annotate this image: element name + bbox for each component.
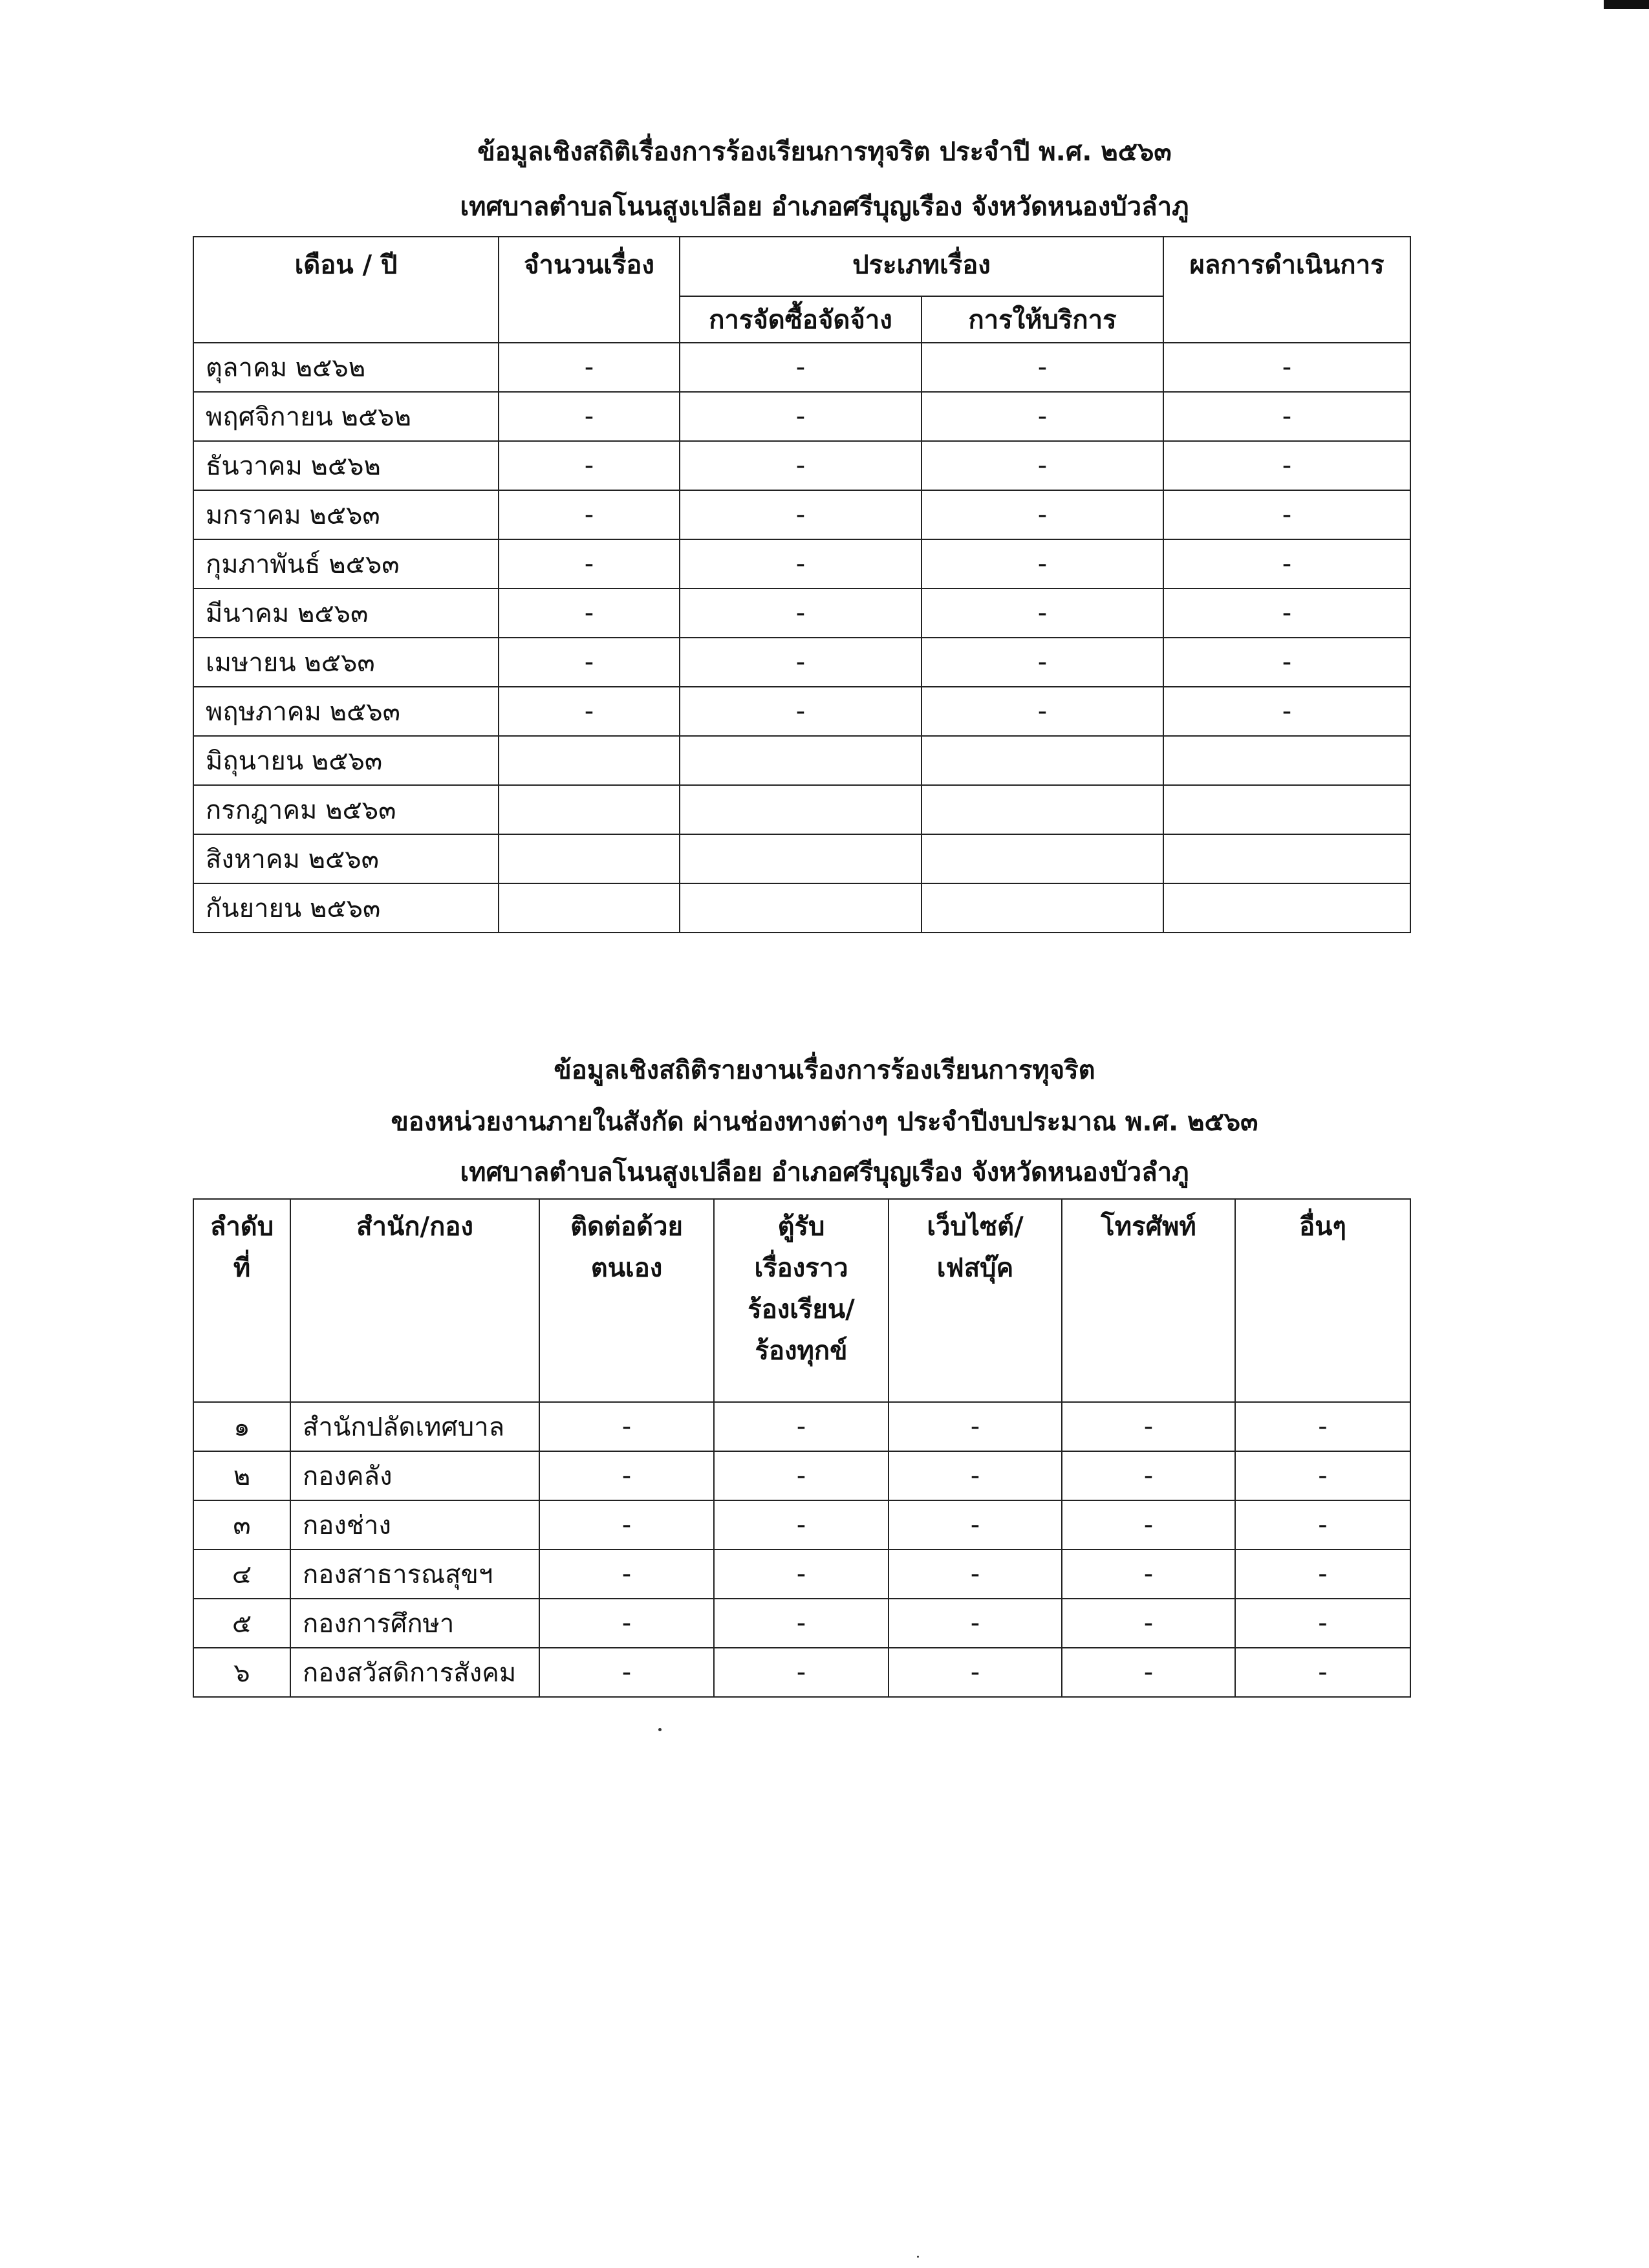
office-cell: กองคลัง (290, 1451, 539, 1500)
scan-speck (917, 2256, 919, 2258)
header-type: ประเภทเรื่อง (680, 237, 1163, 296)
result-cell: - (1163, 539, 1410, 589)
header-order: ลำดับ ที่ (193, 1199, 290, 1402)
table-row (193, 1402, 1410, 1451)
table1-subtitle: เทศบาลตำบลโนนสูงเปลือย อำเภอศรีบุญเรือง จังหวัดหนองบัวลำภู (460, 192, 1189, 222)
service-cell: - (921, 539, 1163, 589)
order-cell: ๑ (193, 1402, 290, 1451)
complaint-box-cell: - (714, 1500, 889, 1550)
other-cell: - (1235, 1451, 1410, 1500)
procurement-cell: - (680, 490, 921, 539)
month-cell: มีนาคม ๒๕๖๓ (193, 589, 499, 638)
complaint-box-cell: - (714, 1451, 889, 1500)
header-complaint-box: ตู้รับ เรื่องราว ร้องเรียน/ ร้องทุกข์ (714, 1199, 889, 1402)
phone-cell: - (1062, 1402, 1235, 1451)
table-row (193, 1550, 1410, 1599)
month-cell: มิถุนายน ๒๕๖๓ (193, 736, 499, 785)
result-cell: - (1163, 589, 1410, 638)
other-cell: - (1235, 1648, 1410, 1697)
header-count: จำนวนเรื่อง (499, 237, 680, 343)
count-cell: - (499, 392, 680, 441)
procurement-cell: - (680, 343, 921, 392)
phone-cell: - (1062, 1550, 1235, 1599)
website-cell: - (889, 1550, 1062, 1599)
result-cell: - (1163, 687, 1410, 736)
header-phone: โทรศัพท์ (1062, 1199, 1235, 1402)
service-cell: - (921, 490, 1163, 539)
order-cell: ๕ (193, 1599, 290, 1648)
phone-cell: - (1062, 1500, 1235, 1550)
procurement-cell: - (680, 687, 921, 736)
count-cell: - (499, 687, 680, 736)
in-person-cell: - (539, 1550, 714, 1599)
service-cell (921, 834, 1163, 883)
header-procurement: การจัดซื้อจัดจ้าง (680, 296, 921, 343)
website-cell: - (889, 1451, 1062, 1500)
order-cell: ๓ (193, 1500, 290, 1550)
procurement-cell: - (680, 441, 921, 490)
service-cell (921, 785, 1163, 834)
count-cell (499, 834, 680, 883)
table2-agency: เทศบาลตำบลโนนสูงเปลือย อำเภอศรีบุญเรือง จังหวัดหนองบัวลำภู (460, 1158, 1189, 1187)
header-in-person: ติดต่อด้วย ตนเอง (539, 1199, 714, 1402)
header-other: อื่นๆ (1235, 1199, 1410, 1402)
website-cell: - (889, 1599, 1062, 1648)
table-row (193, 834, 1410, 883)
header-month-year: เดือน / ปี (193, 237, 499, 343)
office-cell: กองการศึกษา (290, 1599, 539, 1648)
header-website-facebook: เว็บไซต์/ เฟสบุ๊ค (889, 1199, 1062, 1402)
month-cell: สิงหาคม ๒๕๖๓ (193, 834, 499, 883)
table-row (193, 392, 1410, 441)
table-row (193, 883, 1410, 933)
count-cell: - (499, 441, 680, 490)
table-row (193, 1599, 1410, 1648)
count-cell: - (499, 490, 680, 539)
complaint-box-cell: - (714, 1599, 889, 1648)
in-person-cell: - (539, 1599, 714, 1648)
result-cell: - (1163, 343, 1410, 392)
header-service: การให้บริการ (921, 296, 1163, 343)
table-row (193, 441, 1410, 490)
complaint-box-cell: - (714, 1550, 889, 1599)
order-cell: ๖ (193, 1648, 290, 1697)
table-row (193, 343, 1410, 392)
service-cell: - (921, 589, 1163, 638)
scan-corner-mark (1604, 0, 1649, 9)
in-person-cell: - (539, 1648, 714, 1697)
month-cell: กุมภาพันธ์ ๒๕๖๓ (193, 539, 499, 589)
phone-cell: - (1062, 1599, 1235, 1648)
procurement-cell (680, 883, 921, 933)
table1-title: ข้อมูลเชิงสถิติเรื่องการร้องเรียนการทุจริต ประจำปี พ.ศ. ๒๕๖๓ (477, 137, 1172, 167)
count-cell: - (499, 343, 680, 392)
website-cell: - (889, 1648, 1062, 1697)
table-row (193, 490, 1410, 539)
table2-title: ข้อมูลเชิงสถิติรายงานเรื่องการร้องเรียนการทุจริต (554, 1055, 1095, 1085)
procurement-cell (680, 736, 921, 785)
table2-subtitle: ของหน่วยงานภายในสังกัด ผ่านช่องทางต่างๆ ประจำปีงบประมาณ พ.ศ. ๒๕๖๓ (391, 1107, 1258, 1137)
service-cell: - (921, 441, 1163, 490)
month-cell: ตุลาคม ๒๕๖๒ (193, 343, 499, 392)
service-cell: - (921, 687, 1163, 736)
office-cell: กองสาธารณสุขฯ (290, 1550, 539, 1599)
office-cell: กองสวัสดิการสังคม (290, 1648, 539, 1697)
month-cell: มกราคม ๒๕๖๓ (193, 490, 499, 539)
other-cell: - (1235, 1599, 1410, 1648)
scan-speck (658, 1728, 662, 1731)
table-row (193, 1500, 1410, 1550)
procurement-cell: - (680, 392, 921, 441)
count-cell: - (499, 589, 680, 638)
header-office: สำนัก/กอง (290, 1199, 539, 1402)
month-cell: ธันวาคม ๒๕๖๒ (193, 441, 499, 490)
result-cell: - (1163, 638, 1410, 687)
phone-cell: - (1062, 1451, 1235, 1500)
service-cell (921, 736, 1163, 785)
header-result: ผลการดำเนินการ (1163, 237, 1410, 343)
result-cell (1163, 834, 1410, 883)
table-row (193, 1648, 1410, 1697)
month-cell: กรกฎาคม ๒๕๖๓ (193, 785, 499, 834)
service-cell (921, 883, 1163, 933)
office-cell: สำนักปลัดเทศบาล (290, 1402, 539, 1451)
result-cell: - (1163, 392, 1410, 441)
result-cell (1163, 785, 1410, 834)
order-cell: ๔ (193, 1550, 290, 1599)
procurement-cell (680, 785, 921, 834)
other-cell: - (1235, 1402, 1410, 1451)
count-cell (499, 883, 680, 933)
in-person-cell: - (539, 1500, 714, 1550)
complaint-box-cell: - (714, 1648, 889, 1697)
procurement-cell: - (680, 589, 921, 638)
complaint-box-cell: - (714, 1402, 889, 1451)
in-person-cell: - (539, 1451, 714, 1500)
table-row (193, 687, 1410, 736)
count-cell (499, 736, 680, 785)
service-cell: - (921, 343, 1163, 392)
result-cell: - (1163, 490, 1410, 539)
complaint-statistics-table (193, 236, 1411, 933)
service-cell: - (921, 638, 1163, 687)
office-cell: กองช่าง (290, 1500, 539, 1550)
count-cell (499, 785, 680, 834)
procurement-cell: - (680, 539, 921, 589)
procurement-cell (680, 834, 921, 883)
result-cell: - (1163, 441, 1410, 490)
in-person-cell: - (539, 1402, 714, 1451)
month-cell: กันยายน ๒๕๖๓ (193, 883, 499, 933)
table-row (193, 736, 1410, 785)
order-cell: ๒ (193, 1451, 290, 1500)
website-cell: - (889, 1500, 1062, 1550)
count-cell: - (499, 638, 680, 687)
month-cell: พฤศจิกายน ๒๕๖๒ (193, 392, 499, 441)
month-cell: พฤษภาคม ๒๕๖๓ (193, 687, 499, 736)
channel-statistics-table (193, 1198, 1411, 1698)
table-row (193, 539, 1410, 589)
phone-cell: - (1062, 1648, 1235, 1697)
procurement-cell: - (680, 638, 921, 687)
result-cell (1163, 736, 1410, 785)
other-cell: - (1235, 1500, 1410, 1550)
table-row (193, 589, 1410, 638)
result-cell (1163, 883, 1410, 933)
service-cell: - (921, 392, 1163, 441)
month-cell: เมษายน ๒๕๖๓ (193, 638, 499, 687)
website-cell: - (889, 1402, 1062, 1451)
table-row (193, 1451, 1410, 1500)
table-row (193, 785, 1410, 834)
table-row (193, 638, 1410, 687)
count-cell: - (499, 539, 680, 589)
other-cell: - (1235, 1550, 1410, 1599)
